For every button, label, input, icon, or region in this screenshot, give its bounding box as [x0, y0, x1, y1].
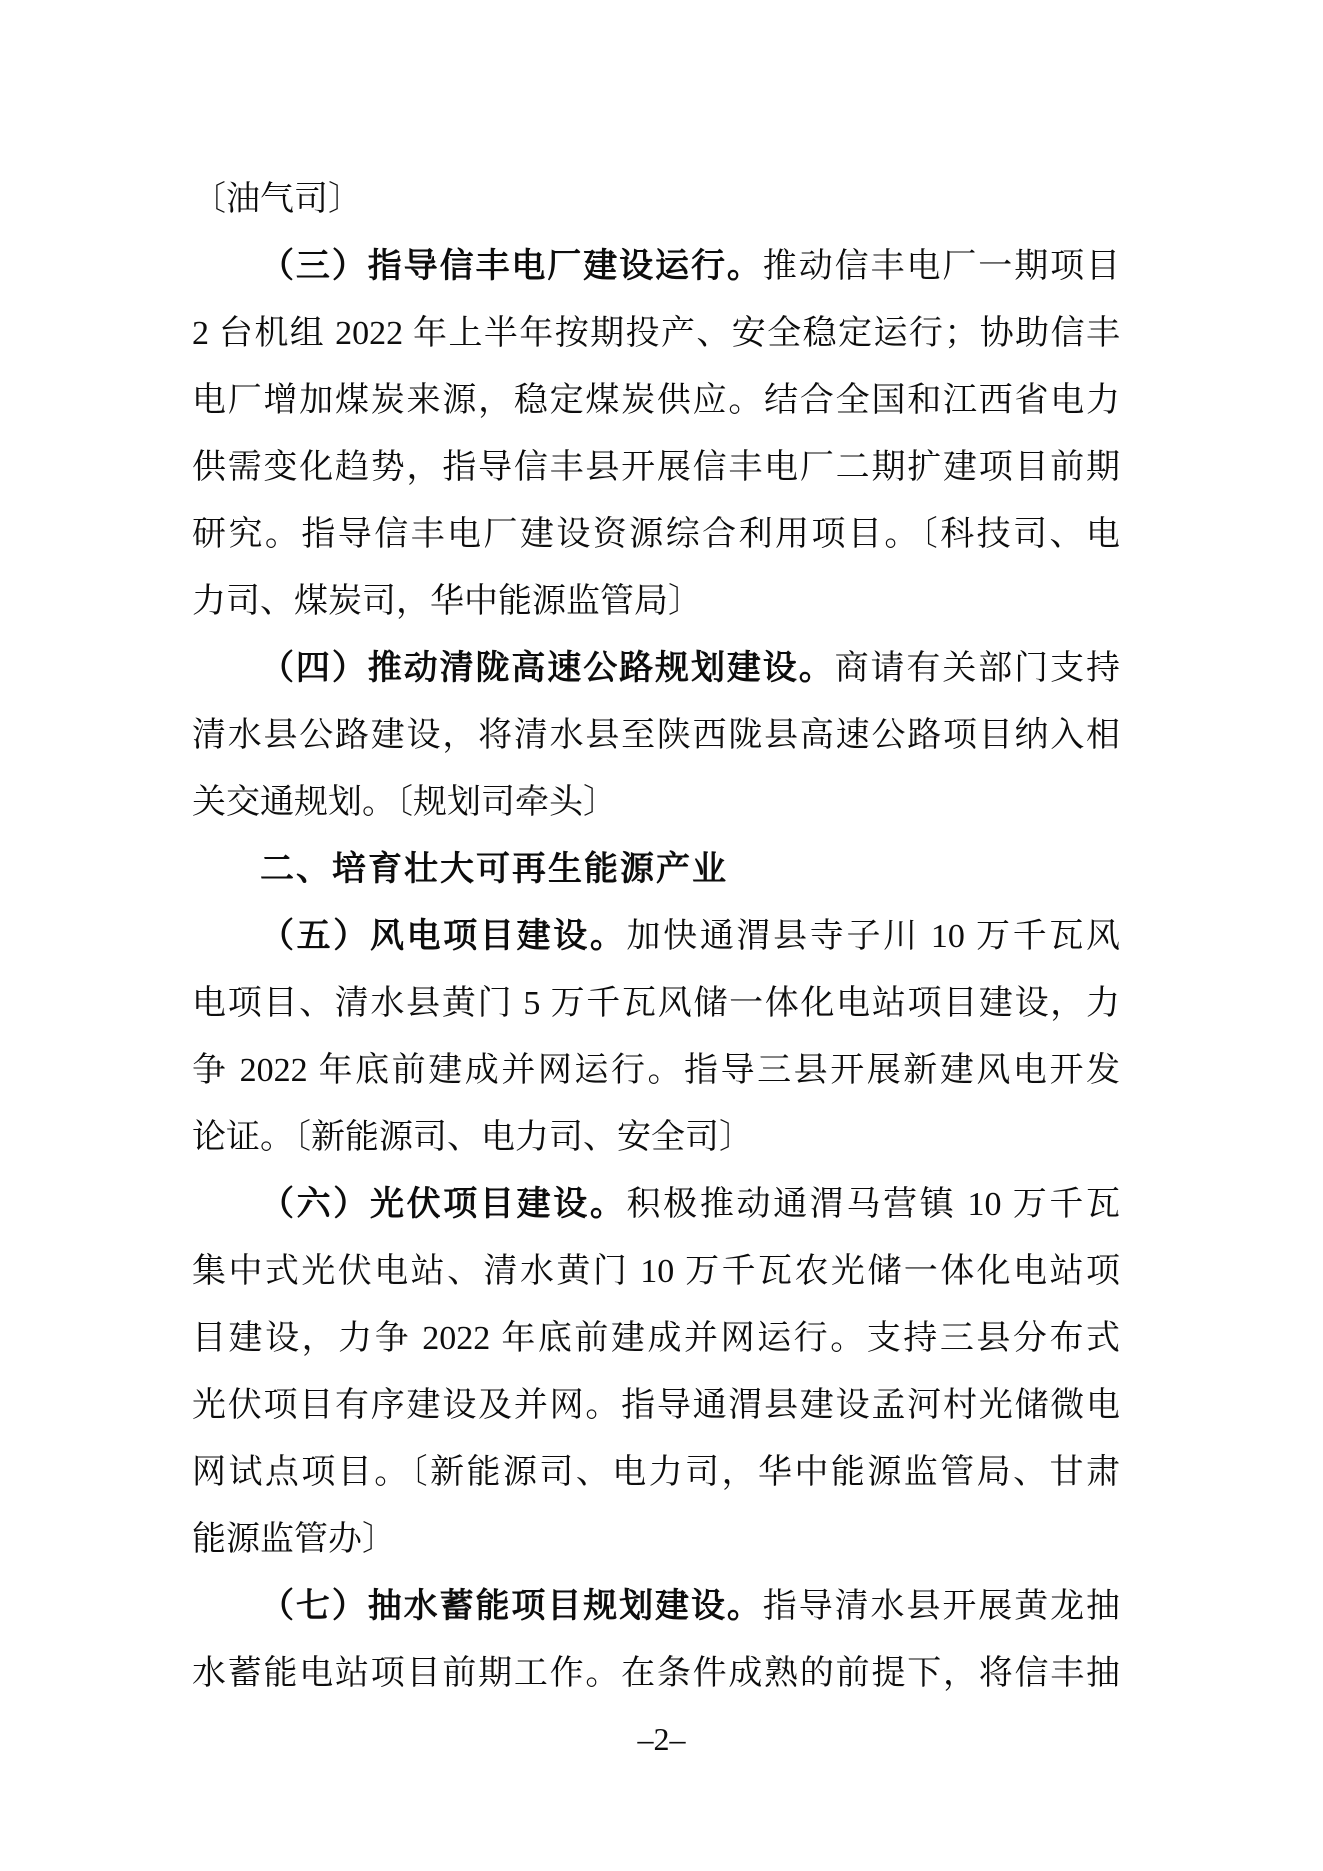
paragraph-first-line	[192, 635, 1120, 702]
text-line	[192, 1104, 1120, 1171]
line-text: 二、培育壮大可再生能源产业	[260, 850, 728, 888]
line-text: 积极推动通渭马营镇 10 万千瓦	[626, 1186, 1121, 1223]
text-line	[192, 1372, 1120, 1439]
paragraph-lead-bold: （五）风电项目建设。	[260, 918, 627, 955]
line-text: 研究。指导信丰电厂建设资源综合利用项目。〔科技司、电	[192, 516, 1120, 553]
line-text: 集中式光伏电站、清水黄门 10 万千瓦农光储一体化电站项	[192, 1253, 1120, 1290]
line-text: 争 2022 年底前建成并网运行。指导三县开展新建风电开发	[192, 1052, 1120, 1089]
text-line	[192, 1506, 1120, 1573]
line-text: 能源监管办〕	[192, 1521, 396, 1558]
paragraph-first-line	[192, 1573, 1120, 1640]
text-line	[192, 702, 1120, 769]
paragraph-first-line	[192, 233, 1120, 300]
line-text: 加快通渭县寺子川 10 万千瓦风	[626, 918, 1121, 955]
paragraph-first-line	[192, 1171, 1120, 1238]
line-text: 力司、煤炭司，华中能源监管局〕	[192, 583, 702, 620]
text-line	[192, 970, 1120, 1037]
line-text: 关交通规划。〔规划司牵头〕	[192, 784, 617, 821]
line-text: 推动信丰电厂一期项目	[762, 248, 1121, 285]
paragraph-lead-bold: （三）指导信丰电厂建设运行。	[260, 248, 763, 285]
text-line	[192, 1037, 1120, 1104]
line-text: 目建设，力争 2022 年底前建成并网运行。支持三县分布式	[192, 1320, 1120, 1357]
line-text: 〔油气司〕	[192, 181, 362, 218]
line-text: 商请有关部门支持	[834, 650, 1121, 687]
line-text: 指导清水县开展黄龙抽	[762, 1588, 1121, 1625]
line-text: 电厂增加煤炭来源，稳定煤炭供应。结合全国和江西省电力	[192, 382, 1120, 419]
section-heading	[192, 836, 1120, 903]
paragraph-lead-bold: （四）推动清陇高速公路规划建设。	[260, 650, 835, 687]
text-line	[192, 166, 1120, 233]
line-text: 清水县公路建设，将清水县至陕西陇县高速公路项目纳入相	[192, 717, 1120, 754]
line-text: 论证。〔新能源司、电力司、安全司〕	[192, 1119, 753, 1156]
text-line	[192, 1640, 1120, 1707]
text-line	[192, 300, 1120, 367]
text-line	[192, 1238, 1120, 1305]
line-text: 2 台机组 2022 年上半年按期投产、安全稳定运行；协助信丰	[192, 315, 1120, 352]
paragraph-lead-bold: （七）抽水蓄能项目规划建设。	[260, 1588, 763, 1625]
line-text: 网试点项目。〔新能源司、电力司，华中能源监管局、甘肃	[192, 1454, 1120, 1491]
line-text: 供需变化趋势，指导信丰县开展信丰电厂二期扩建项目前期	[192, 449, 1120, 486]
text-line	[192, 1305, 1120, 1372]
text-line	[192, 568, 1120, 635]
document-body	[192, 166, 1120, 1707]
text-line	[192, 367, 1120, 434]
line-text: 电项目、清水县黄门 5 万千瓦风储一体化电站项目建设，力	[192, 985, 1120, 1022]
text-line	[192, 1439, 1120, 1506]
page-number: –2–	[637, 1721, 686, 1757]
text-line	[192, 769, 1120, 836]
line-text: 水蓄能电站项目前期工作。在条件成熟的前提下，将信丰抽	[192, 1655, 1120, 1692]
text-line	[192, 434, 1120, 501]
text-line	[192, 501, 1120, 568]
paragraph-lead-bold: （六）光伏项目建设。	[260, 1186, 627, 1223]
paragraph-first-line	[192, 903, 1120, 970]
line-text: 光伏项目有序建设及并网。指导通渭县建设孟河村光储微电	[192, 1387, 1120, 1424]
